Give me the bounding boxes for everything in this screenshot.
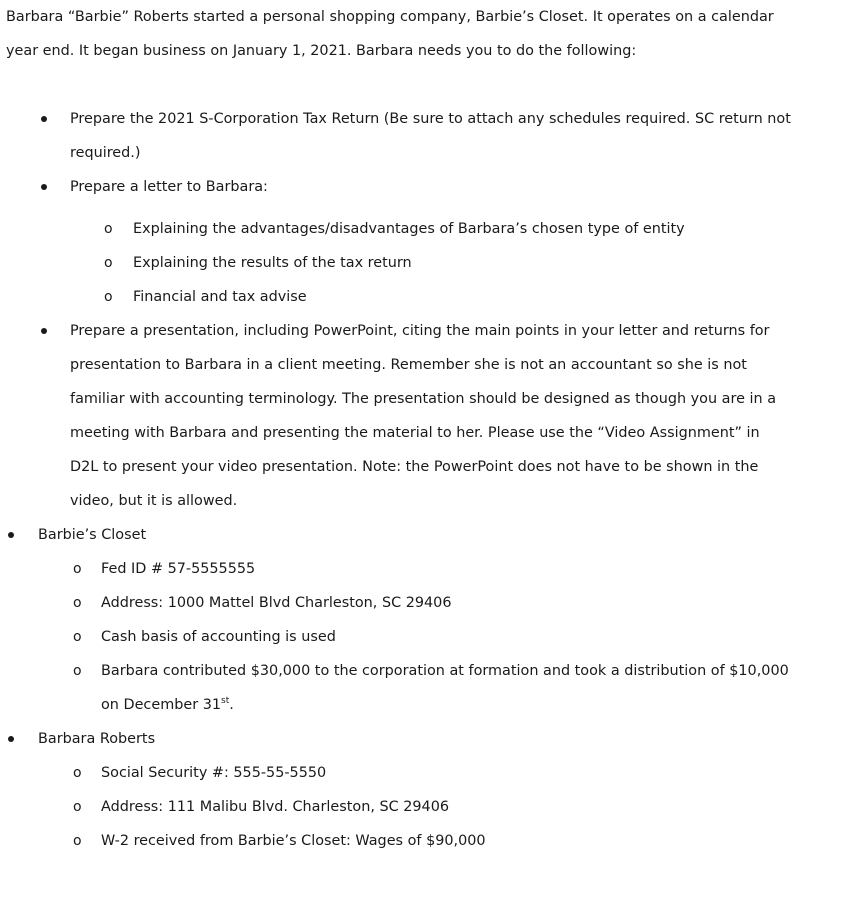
sub-bullet-icon: o: [73, 595, 82, 611]
intro-paragraph: [6, 0, 858, 68]
task-tax-return-cont: required.): [70, 145, 141, 161]
sub-bullet-icon: o: [73, 765, 82, 781]
company-basis: Cash basis of accounting is used: [101, 629, 336, 645]
contribution-date: on December 31: [101, 697, 222, 713]
letter-sub-item: Financial and tax advise: [133, 289, 307, 305]
sub-bullet-icon: o: [73, 663, 82, 679]
owner-w2: W-2 received from Barbie’s Closet: Wages of $90,000: [101, 833, 486, 849]
company-address: Address: 1000 Mattel Blvd Charleston, SC 29406: [101, 595, 452, 611]
bullet-icon: [8, 736, 14, 742]
sub-bullet-icon: o: [104, 289, 113, 305]
company-contribution: Barbara contributed $30,000 to the corporation at formation and took a distribution of $10,000: [101, 663, 789, 679]
bullet-icon: [8, 532, 14, 538]
sub-bullet-icon: o: [104, 255, 113, 271]
task-presentation-cont: D2L to present your video presentation. Note: the PowerPoint does not have to be shown in the: [70, 459, 759, 475]
bullet-icon: [41, 328, 47, 334]
task-presentation-cont: familiar with accounting terminology. The presentation should be designed as though you are in a: [70, 391, 777, 407]
intro-line: Barbara “Barbie” Roberts started a personal shopping company, Barbie’s Closet. It operates on a calendar: [6, 9, 774, 25]
letter-sub-item: Explaining the results of the tax return: [133, 255, 412, 271]
letter-sub-item: Explaining the advantages/disadvantages of Barbara’s chosen type of entity: [133, 221, 685, 237]
company-contribution-cont: [101, 688, 234, 722]
owner-address: Address: 111 Malibu Blvd. Charleston, SC 29406: [101, 799, 450, 815]
owner-ssn: Social Security #: 555-55-5550: [101, 765, 327, 781]
sub-bullet-icon: o: [73, 799, 82, 815]
sub-bullet-icon: o: [73, 833, 82, 849]
contribution-period: .: [229, 697, 234, 713]
task-letter: Prepare a letter to Barbara:: [70, 179, 268, 195]
sub-bullet-icon: o: [73, 629, 82, 645]
task-presentation-cont: video, but it is allowed.: [70, 493, 238, 509]
task-presentation-cont: presentation to Barbara in a client meeting. Remember she is not an accountant so she is not: [70, 357, 747, 373]
intro-line: year end. It began business on January 1, 2021. Barbara needs you to do the following:: [6, 43, 637, 59]
task-presentation: Prepare a presentation, including PowerPoint, citing the main points in your letter and returns for: [70, 323, 770, 339]
sub-bullet-icon: o: [73, 561, 82, 577]
bullet-icon: [41, 116, 47, 122]
date-suffix: st: [221, 696, 230, 707]
sub-bullet-icon: o: [104, 221, 113, 237]
company-name: Barbie’s Closet: [38, 527, 147, 543]
task-presentation-cont: meeting with Barbara and presenting the material to her. Please use the “Video Assignment” in: [70, 425, 760, 441]
owner-name: Barbara Roberts: [38, 731, 156, 747]
company-fed-id: Fed ID # 57-5555555: [101, 561, 256, 577]
bullet-icon: [41, 184, 47, 190]
task-tax-return: Prepare the 2021 S-Corporation Tax Return (Be sure to attach any schedules required. SC return not: [70, 111, 791, 127]
